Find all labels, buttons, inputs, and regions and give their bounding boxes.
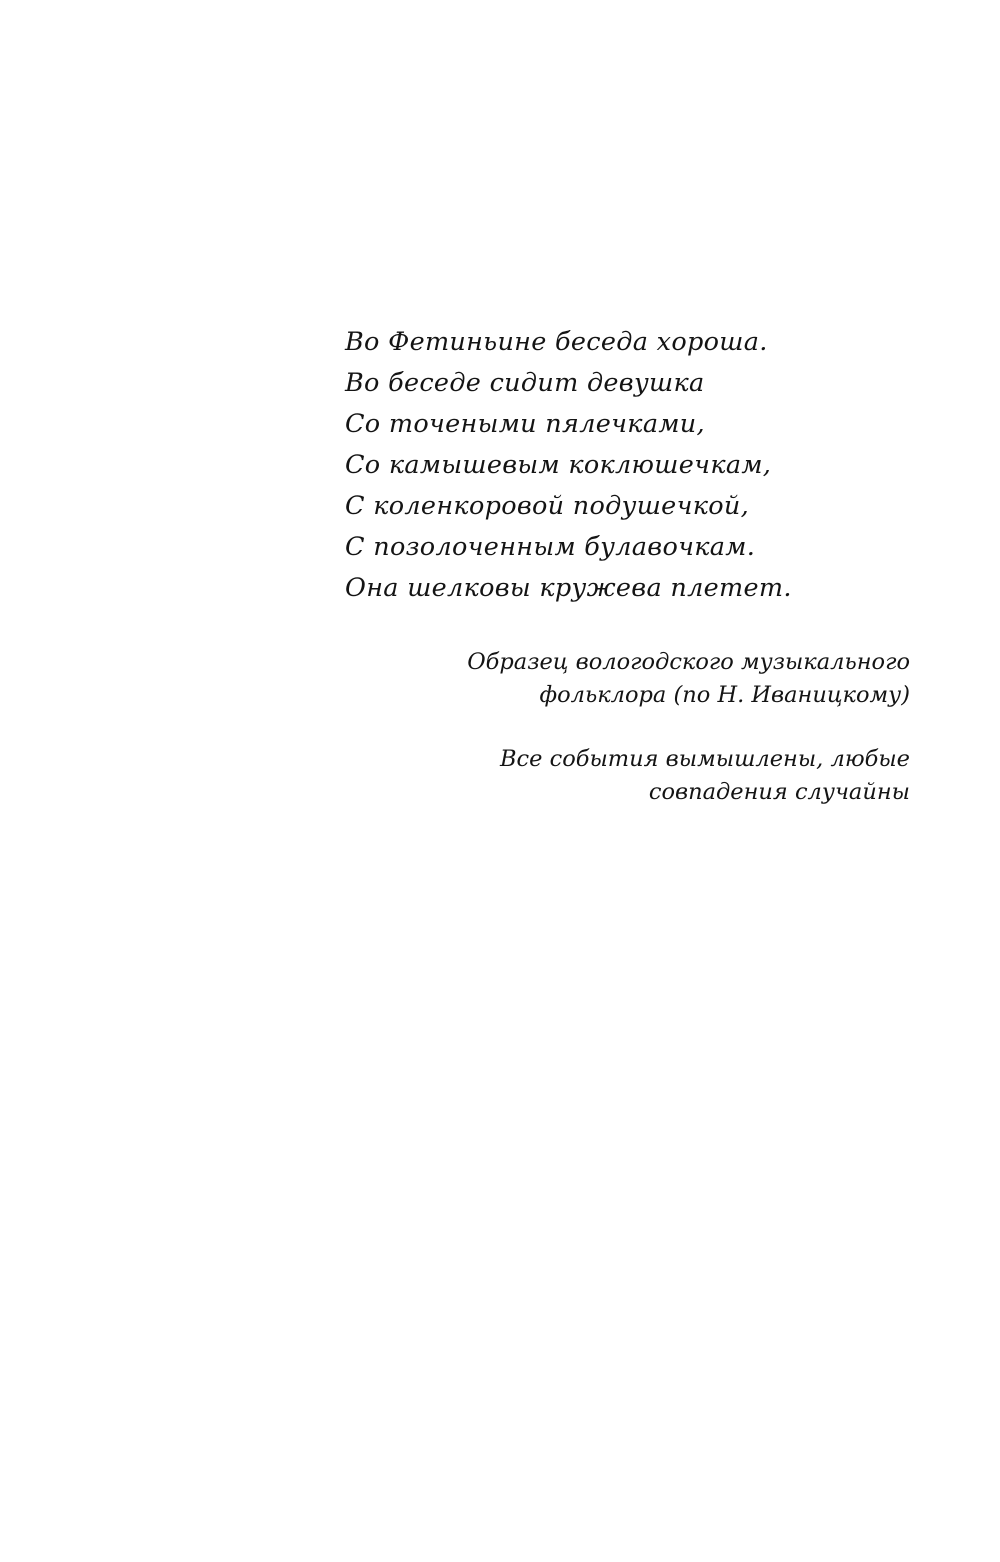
- verse-line: Во беседе сидит девушка: [345, 368, 705, 398]
- epigraph-block: [345, 322, 910, 809]
- verse-line: Со точеными пялечками,: [345, 409, 705, 439]
- fiction-disclaimer: [345, 743, 910, 809]
- verse-line: Со камышевым коклюшечкам,: [345, 450, 772, 480]
- attribution-line: фольклора (по Н. Иваницкому): [539, 682, 910, 708]
- verse-line: Во Фетиньине беседа хороша.: [345, 327, 768, 357]
- verse-line: С коленкоровой подушечкой,: [345, 491, 750, 521]
- source-attribution: [345, 646, 910, 712]
- verse-line: Она шелковы кружева плетет.: [345, 573, 792, 603]
- attribution-line: Образец вологодского музыкального: [467, 649, 910, 675]
- disclaimer-line: совпадения случайны: [648, 779, 910, 805]
- disclaimer-line: Все события вымышлены, любые: [500, 746, 910, 772]
- folk-song-verse: [345, 322, 910, 609]
- verse-line: С позолоченным булавочкам.: [345, 532, 756, 562]
